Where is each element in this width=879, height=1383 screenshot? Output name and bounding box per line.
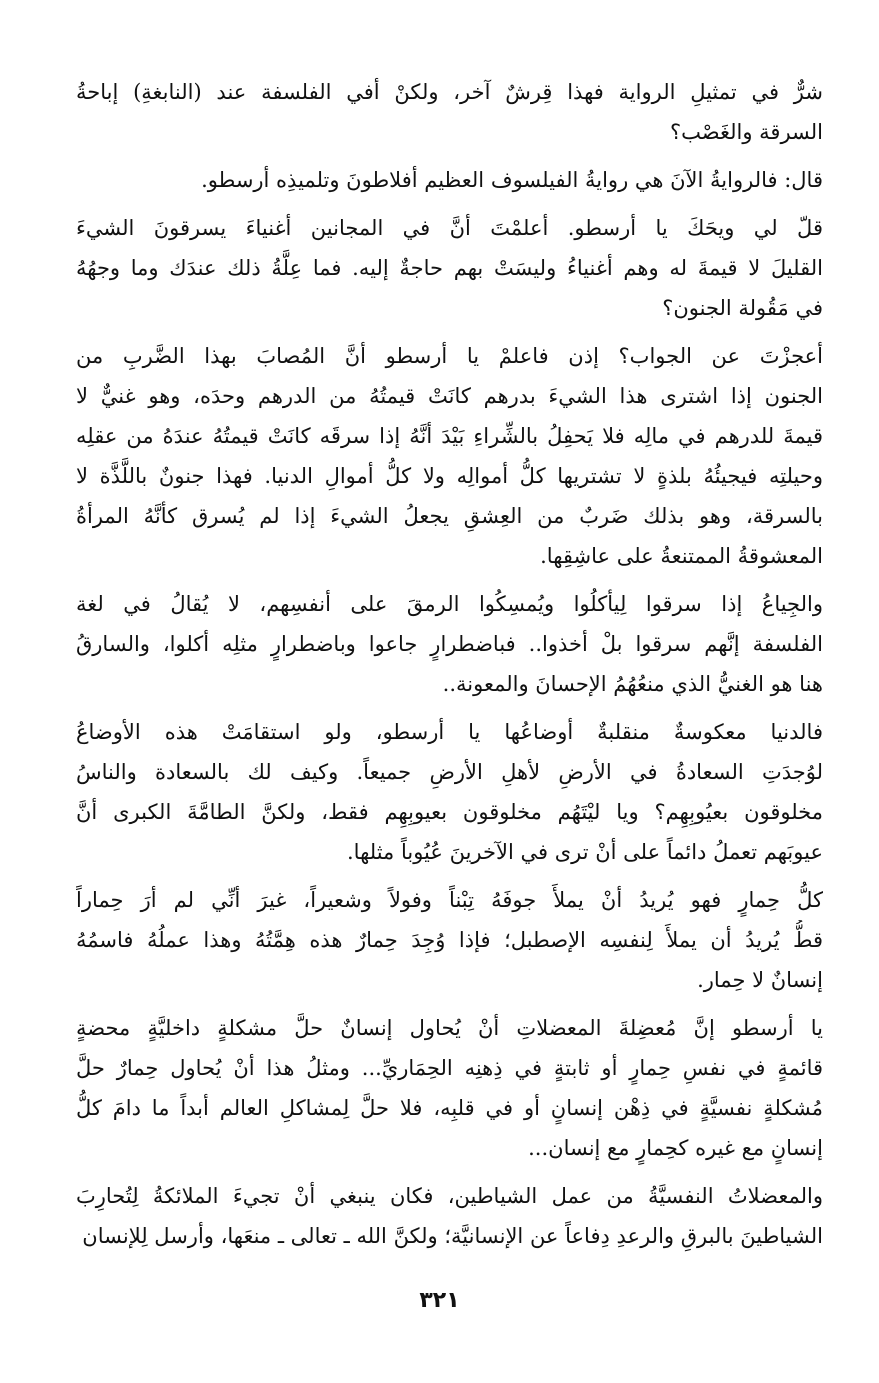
text-line: يا أرسطو إنَّ مُعضِلةَ المعضلاتِ أنْ يُحاول إنسانٌ حلَّ مشكلةٍ داخليَّةٍ محضةٍ [76, 1016, 823, 1040]
paragraph [76, 72, 823, 152]
paragraph [76, 584, 823, 704]
paragraph [76, 712, 823, 872]
text-line: بالسرقة، وهو بذلك ضَربٌ من العِشقِ يجعلُ الشيءَ إذا لم يُسرق كأنَّهُ المرأةُ [76, 504, 823, 528]
text-line: قطُّ يُريدُ أن يملأَ لِنفسِه الإصطبل؛ فإذا وُجِدَ حِمارٌ هذه هِمَّتُهُ وهذا عملُهُ فاسمُهُ [76, 928, 823, 952]
text-line: الجنون إذا اشترى هذا الشيءَ بدرهم كانَتْ قيمتُهُ من الدرهم وحدَه، وهو غنيٌّ لا [76, 384, 823, 408]
text-line: والجِياعُ إذا سرقوا لِيأكلُوا ويُمسِكُوا الرمقَ على أنفسِهم، لا يُقالُ في لغة [76, 592, 823, 616]
paragraph [76, 1008, 823, 1168]
text-line: قلّ لي ويحَكَ يا أرسطو. أعلمْتَ أنَّ في المجانين أغنياءَ يسرقونَ الشيءَ [76, 216, 823, 240]
text-line: وحيلتِه فيجيئُهُ بلذةٍ لا تشتريها كلُّ أموالِه ولا كلُّ أموالِ الدنيا. فهذا جنونٌ باللَّذَّة لا [76, 464, 823, 488]
text-line: أعجزْتَ عن الجواب؟ إذن فاعلمْ يا أرسطو أنَّ المُصابَ بهذا الضَّربِ من [76, 344, 823, 368]
text-line: في مَقُولة الجنون؟ [662, 296, 823, 320]
text-line: عيوبَهم تعملُ دائماً على أنْ ترى في الآخرينَ عُيُوباً مثلها. [347, 840, 823, 864]
paragraph [76, 160, 823, 200]
text-line: والمعضلاتُ النفسيَّةُ من عمل الشياطين، فكان ينبغي أنْ تجيءَ الملائكةُ لِتُحارِبَ [76, 1184, 823, 1208]
page-number: ٣٢١ [419, 1288, 460, 1313]
paragraph [76, 208, 823, 328]
text-line: هنا هو الغنيُّ الذي منعُهُمُ الإحسانَ والمعونة.. [442, 672, 823, 696]
text-line: السرقة والغَصْب؟ [669, 120, 823, 144]
text-line: الفلسفة إنَّهم سرقوا بلْ أخذوا.. فباضطرارٍ جاعوا وباضطرارٍ مثلِه أكلوا، والسارقُ [76, 632, 823, 656]
text-line: الشياطينَ بالبرقِ والرعدِ دِفاعاً عن الإنسانيَّة؛ ولكنَّ الله ـ تعالى ـ منعَها، وأرسل لِلإنسان [82, 1224, 823, 1248]
paragraph [76, 880, 823, 1000]
paragraph [76, 336, 823, 576]
text-line: قائمةٍ في نفسِ حِمارٍ أو ثابتةٍ في ذِهنِه الحِمَاريِّ... ومثلُ هذا أنْ يُحاول حِمارٌ حلَّ [76, 1056, 823, 1080]
text-line: قال: فالروايةُ الآنَ هي روايةُ الفيلسوف العظيم أفلاطونَ وتلميذِه أرسطو. [201, 168, 823, 192]
text-line: المعشوقةُ الممتنعةُ على عاشِقِها. [540, 544, 823, 568]
text-line: القليلَ لا قيمةَ له وهم أغنياءُ وليسَتْ بهم حاجةٌ إليه. فما عِلَّةُ ذلك عندَك وما وجهُهُ [76, 256, 823, 280]
text-line: فالدنيا معكوسةٌ منقلبةٌ أوضاعُها يا أرسطو، ولو استقامَتْ هذه الأوضاعُ [76, 720, 823, 744]
page-body-text [76, 72, 823, 1264]
paragraph [76, 1176, 823, 1256]
text-line: مخلوقون بعيُوبِهِم؟ ويا ليْتَهُم مخلوقون بعيوبِهِم فقط، ولكنَّ الطامَّةَ الكبرى أنَّ [76, 800, 823, 824]
text-line: إنسانٌ لا حِمار. [697, 968, 823, 992]
text-line: قيمةَ للدرهم في مالِه فلا يَحفِلُ بالشِّراءِ بَيْدَ أنَّهُ إذا سرقَه كانَتْ قيمتُهُ عندَهُ من عقلِه [76, 424, 823, 448]
text-line: إنسانٍ مع غيره كحِمارٍ مع إنسان... [528, 1136, 823, 1160]
text-line: كلُّ حِمارٍ فهو يُريدُ أنْ يملأَ جوفَهُ تِبْناً وفولاً وشعيراً، غيرَ أنِّي لم أرَ حِماراً [76, 888, 823, 912]
text-line: شرٌّ في تمثيلِ الرواية فهذا قِرشٌ آخر، ولكنْ أفي الفلسفة عند (النابغةِ) إباحةُ [76, 80, 823, 104]
text-line: مُشكلةٍ نفسيَّةٍ في ذِهْن إنسانٍ أو في قلبِه، فلا حلَّ لِمشاكلِ العالم أبداً ما دامَ كلُّ [76, 1096, 823, 1120]
text-line: لوُجدَتِ السعادةُ في الأرضِ لأهلِ الأرضِ جميعاً. وكيف لك بالسعادة والناسُ [76, 760, 823, 784]
